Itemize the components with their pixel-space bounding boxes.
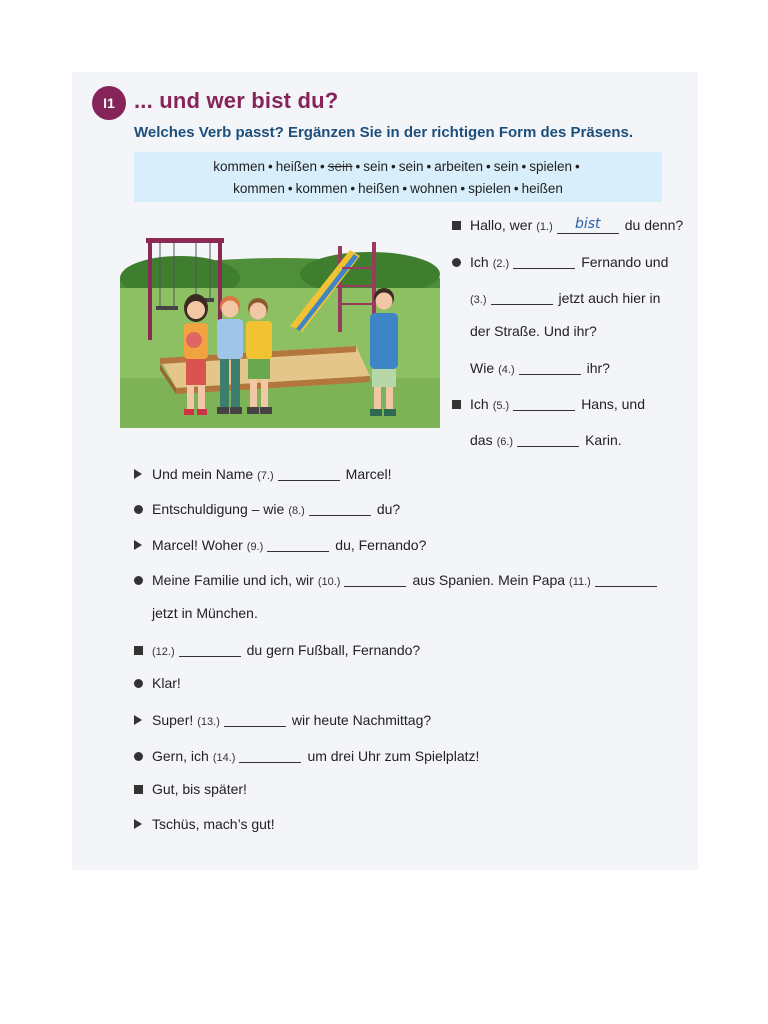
dialogue-line-11: Meine Familie und ich, wir (10.) aus Spanien. Mein Papa (11.)	[134, 570, 663, 588]
dialogue-line-12: jetzt in München.	[152, 605, 258, 621]
word-box-row-1: kommen • heißen • sein • sein • sein • arbeiten • sein • spielen •	[213, 159, 580, 174]
dialogue-line-10: Marcel! Woher (9.) du, Fernando?	[134, 535, 426, 553]
square-bullet-icon	[134, 642, 152, 658]
answer-blank-11[interactable]	[595, 572, 657, 587]
word: heißen	[275, 159, 317, 174]
square-bullet-icon	[452, 217, 470, 233]
handwritten-answer: bist	[574, 216, 601, 232]
circle-bullet-icon	[134, 572, 152, 588]
word: kommen	[233, 181, 285, 196]
triangle-bullet-icon	[134, 816, 152, 832]
word: sein	[363, 159, 388, 174]
word: spielen	[529, 159, 573, 174]
exercise-title: ... und wer bist du?	[134, 88, 339, 113]
dialogue-line-15: Super! (13.) wir heute Nachmittag?	[134, 710, 431, 728]
answer-blank-10[interactable]	[344, 572, 406, 587]
dialogue-line-5: Wie (4.) ihr?	[470, 360, 610, 376]
word: sein	[398, 159, 424, 174]
answer-blank-12[interactable]	[179, 642, 241, 657]
answer-blank-1[interactable]	[557, 216, 619, 234]
dialogue-line-3: (3.) jetzt auch hier in	[470, 290, 661, 306]
dialogue-line-4: der Straße. Und ihr?	[470, 323, 597, 339]
word: sein	[493, 159, 519, 174]
word-box-row-2: kommen • kommen • heißen • wohnen • spielen • heißen	[233, 181, 563, 196]
dialogue-line-7: das (6.) Karin.	[470, 432, 622, 448]
circle-bullet-icon	[134, 748, 152, 764]
word: wohnen	[410, 181, 458, 196]
dialogue-line-8: Und mein Name (7.) Marcel!	[134, 464, 392, 482]
word: heißen	[521, 181, 563, 196]
dialogue-line-18: Tschüs, mach’s gut!	[134, 816, 275, 832]
word: arbeiten	[434, 159, 484, 174]
triangle-bullet-icon	[134, 712, 152, 728]
word: heißen	[358, 181, 400, 196]
answer-blank-5[interactable]	[513, 396, 575, 411]
dialogue-line-14: Klar!	[134, 675, 181, 691]
dialogue-line-1: Hallo, wer (1.) bist du denn?	[452, 217, 683, 233]
answer-blank-3[interactable]	[491, 290, 553, 305]
triangle-bullet-icon	[134, 466, 152, 482]
answer-blank-7[interactable]	[278, 466, 340, 481]
answer-blank-4[interactable]	[519, 360, 581, 375]
answer-blank-6[interactable]	[517, 432, 579, 447]
dialogue-line-6: Ich (5.) Hans, und	[452, 394, 645, 412]
triangle-bullet-icon	[134, 537, 152, 553]
exercise-number-badge: I1	[92, 86, 126, 120]
answer-blank-2[interactable]	[513, 254, 575, 269]
word-crossed-out: sein	[327, 159, 353, 174]
word: spielen	[468, 181, 511, 196]
circle-bullet-icon	[134, 675, 152, 691]
word-box	[134, 152, 662, 202]
answer-blank-9[interactable]	[267, 537, 329, 552]
answer-blank-14[interactable]	[239, 748, 301, 763]
circle-bullet-icon	[134, 501, 152, 517]
answer-blank-8[interactable]	[309, 501, 371, 516]
word: kommen	[213, 159, 265, 174]
dialogue-line-16: Gern, ich (14.) um drei Uhr zum Spielplatz!	[134, 746, 479, 764]
answer-blank-13[interactable]	[224, 712, 286, 727]
dialogue-line-9: Entschuldigung – wie (8.) du?	[134, 499, 400, 517]
square-bullet-icon	[452, 396, 470, 412]
dialogue-line-17: Gut, bis später!	[134, 781, 247, 797]
square-bullet-icon	[134, 781, 152, 797]
exercise-instruction: Welches Verb passt? Ergänzen Sie in der richtigen Form des Präsens.	[134, 124, 634, 141]
dialogue-line-2: Ich (2.) Fernando und	[452, 252, 668, 270]
playground-illustration	[120, 228, 440, 428]
dialogue-line-13: (12.) du gern Fußball, Fernando?	[134, 640, 420, 658]
circle-bullet-icon	[452, 254, 470, 270]
word: kommen	[295, 181, 348, 196]
